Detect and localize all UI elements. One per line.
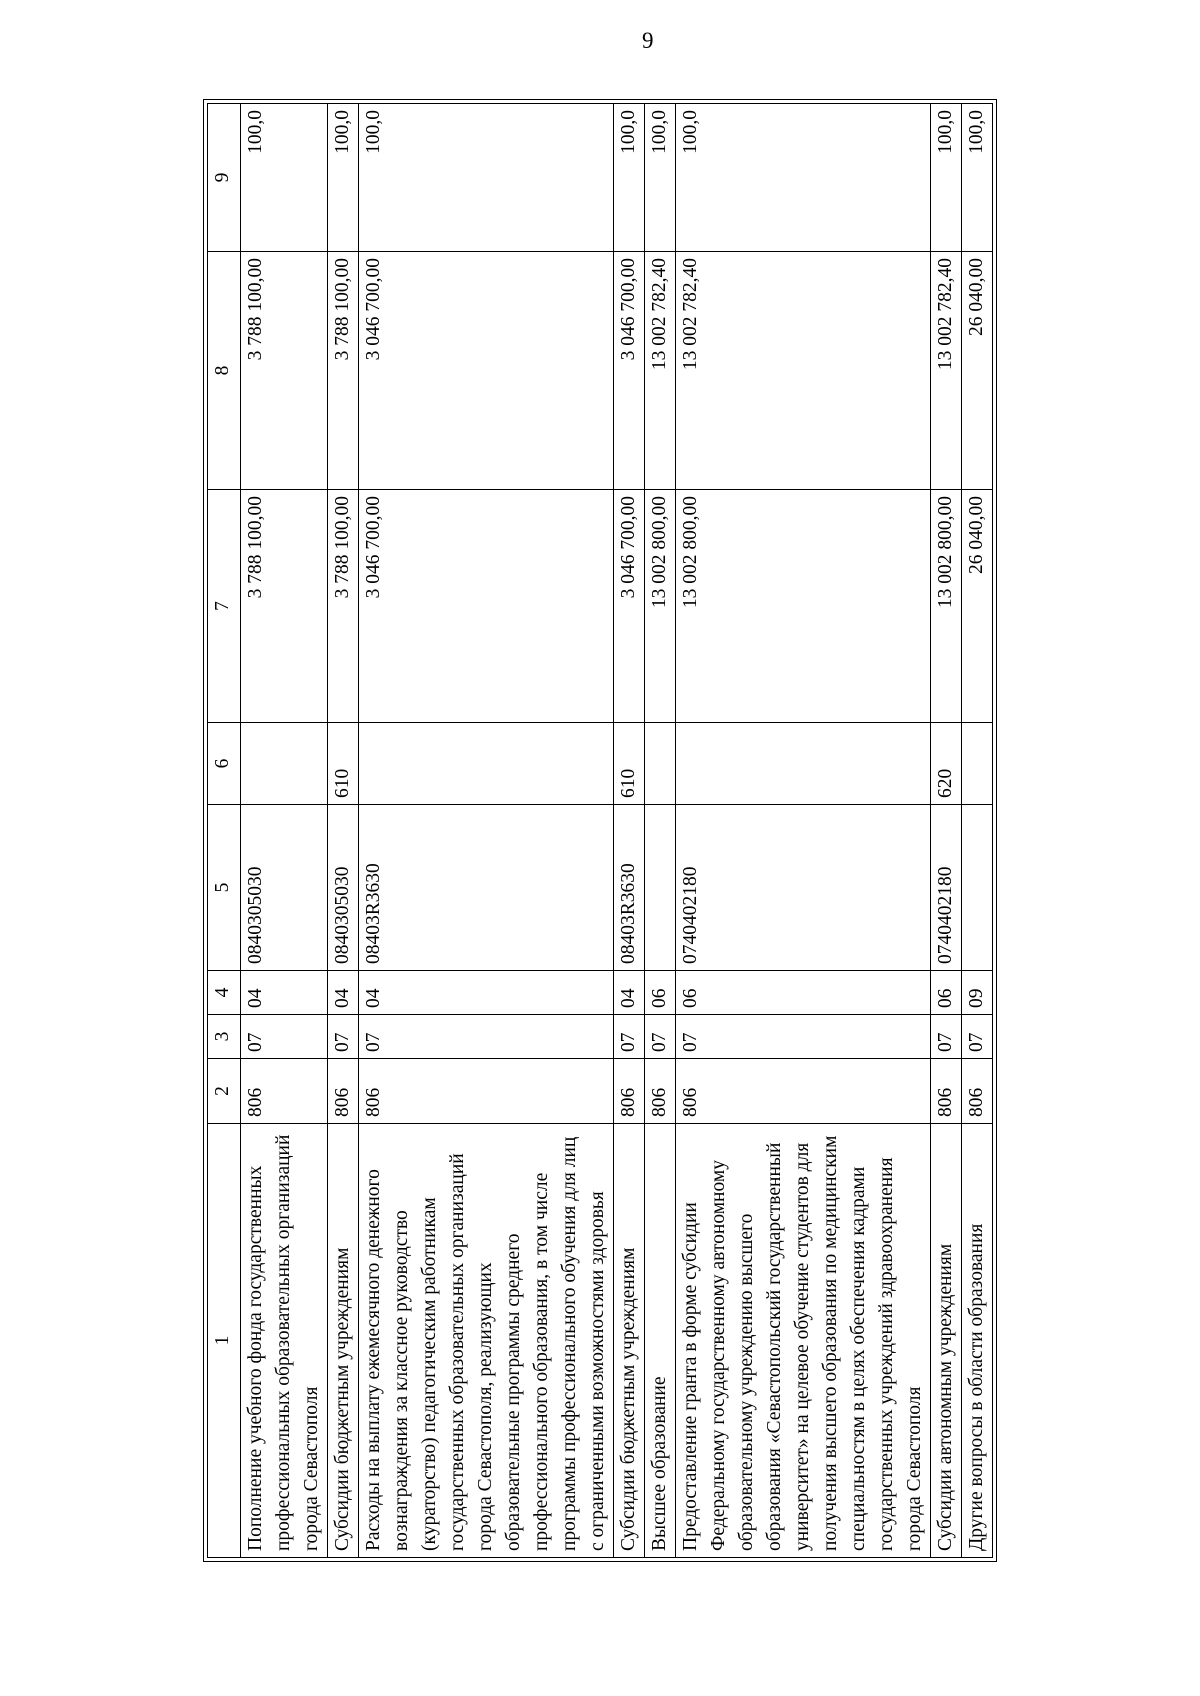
- column-header-5: 5: [208, 805, 241, 971]
- rotated-table-container: [207, 104, 1095, 1558]
- cell-admin-code: 806: [241, 1059, 328, 1124]
- table-row: [241, 104, 328, 1558]
- cell-section: 07: [614, 1015, 645, 1059]
- table-row: [359, 104, 614, 1558]
- column-header-2: 2: [208, 1059, 241, 1124]
- cell-actual-amount: 13 002 782,40: [676, 252, 931, 490]
- page-number: 9: [642, 28, 654, 53]
- cell-expense-type: [359, 723, 614, 805]
- cell-section: 07: [676, 1015, 931, 1059]
- cell-subsection: 06: [676, 971, 931, 1015]
- cell-description: Расходы на выплату ежемесячного денежного вознаграждения за классное руководство (кураторство) педагогическим работникам государственных образовательных организаций города Севастополя, реализующих образовательные программы среднего профессионального образования, в том числе программы профессионального обучения для лиц с ограниченными возможностями здоровья: [359, 1124, 614, 1558]
- cell-subsection: 04: [614, 971, 645, 1015]
- cell-description: Субсидии бюджетным учреждениям: [328, 1124, 359, 1558]
- cell-percent-executed: 100,0: [614, 104, 645, 252]
- cell-subsection: 04: [328, 971, 359, 1015]
- cell-actual-amount: 3 788 100,00: [328, 252, 359, 490]
- cell-section: 07: [359, 1015, 614, 1059]
- cell-percent-executed: 100,0: [962, 104, 993, 252]
- cell-subsection: 06: [645, 971, 676, 1015]
- cell-target-article: 0740402180: [931, 805, 962, 971]
- table-body: [241, 104, 993, 1558]
- cell-section: 07: [931, 1015, 962, 1059]
- cell-expense-type: [962, 723, 993, 805]
- cell-subsection: 04: [359, 971, 614, 1015]
- cell-expense-type: 620: [931, 723, 962, 805]
- cell-planned-amount: 3 046 700,00: [359, 490, 614, 723]
- cell-actual-amount: 13 002 782,40: [931, 252, 962, 490]
- cell-target-article: 0840305030: [241, 805, 328, 971]
- cell-actual-amount: 3 788 100,00: [241, 252, 328, 490]
- cell-target-article: [962, 805, 993, 971]
- cell-planned-amount: 13 002 800,00: [645, 490, 676, 723]
- cell-description: Другие вопросы в области образования: [962, 1124, 993, 1558]
- cell-actual-amount: 26 040,00: [962, 252, 993, 490]
- cell-admin-code: 806: [931, 1059, 962, 1124]
- cell-planned-amount: 26 040,00: [962, 490, 993, 723]
- cell-description: Пополнение учебного фонда государственных профессиональных образовательных организаций города Севастополя: [241, 1124, 328, 1558]
- cell-expense-type: 610: [614, 723, 645, 805]
- column-header-3: 3: [208, 1015, 241, 1059]
- table-row: [328, 104, 359, 1558]
- cell-admin-code: 806: [614, 1059, 645, 1124]
- cell-subsection: 09: [962, 971, 993, 1015]
- cell-planned-amount: 13 002 800,00: [931, 490, 962, 723]
- cell-target-article: 0740402180: [676, 805, 931, 971]
- cell-section: 07: [241, 1015, 328, 1059]
- cell-admin-code: 806: [676, 1059, 931, 1124]
- budget-table: [207, 103, 993, 1558]
- cell-percent-executed: 100,0: [241, 104, 328, 252]
- cell-percent-executed: 100,0: [645, 104, 676, 252]
- cell-admin-code: 806: [962, 1059, 993, 1124]
- cell-expense-type: [676, 723, 931, 805]
- cell-section: 07: [962, 1015, 993, 1059]
- table-row: [931, 104, 962, 1558]
- cell-planned-amount: 3 788 100,00: [328, 490, 359, 723]
- table-header-row: [208, 104, 241, 1558]
- column-header-9: 9: [208, 104, 241, 252]
- cell-actual-amount: 13 002 782,40: [645, 252, 676, 490]
- column-header-6: 6: [208, 723, 241, 805]
- cell-expense-type: [645, 723, 676, 805]
- cell-target-article: [645, 805, 676, 971]
- table-row: [962, 104, 993, 1558]
- cell-percent-executed: 100,0: [676, 104, 931, 252]
- cell-actual-amount: 3 046 700,00: [359, 252, 614, 490]
- cell-expense-type: [241, 723, 328, 805]
- column-header-4: 4: [208, 971, 241, 1015]
- cell-percent-executed: 100,0: [931, 104, 962, 252]
- cell-subsection: 04: [241, 971, 328, 1015]
- cell-planned-amount: 3 046 700,00: [614, 490, 645, 723]
- cell-description: Субсидии автономным учреждениям: [931, 1124, 962, 1558]
- cell-percent-executed: 100,0: [328, 104, 359, 252]
- table-row: [645, 104, 676, 1558]
- cell-description: Субсидии бюджетным учреждениям: [614, 1124, 645, 1558]
- cell-section: 07: [645, 1015, 676, 1059]
- cell-target-article: 0840305030: [328, 805, 359, 971]
- column-header-1: 1: [208, 1124, 241, 1558]
- cell-target-article: 08403R3630: [359, 805, 614, 971]
- table-row: [614, 104, 645, 1558]
- column-header-7: 7: [208, 490, 241, 723]
- cell-planned-amount: 3 788 100,00: [241, 490, 328, 723]
- cell-admin-code: 806: [645, 1059, 676, 1124]
- cell-section: 07: [328, 1015, 359, 1059]
- table-row: [676, 104, 931, 1558]
- cell-target-article: 08403R3630: [614, 805, 645, 971]
- cell-admin-code: 806: [328, 1059, 359, 1124]
- cell-admin-code: 806: [359, 1059, 614, 1124]
- cell-percent-executed: 100,0: [359, 104, 614, 252]
- cell-subsection: 06: [931, 971, 962, 1015]
- cell-description: Предоставление гранта в форме субсидии Федеральному государственному автономному образовательному учреждению высшего образования «Севастопольский государственный университет» на целевое обучение студентов для получения высшего образования по медицинским специальностям в целях обеспечения кадрами государственных учреждений здравоохранения города Севастополя: [676, 1124, 931, 1558]
- cell-actual-amount: 3 046 700,00: [614, 252, 645, 490]
- cell-description: Высшее образование: [645, 1124, 676, 1558]
- column-header-8: 8: [208, 252, 241, 490]
- cell-expense-type: 610: [328, 723, 359, 805]
- cell-planned-amount: 13 002 800,00: [676, 490, 931, 723]
